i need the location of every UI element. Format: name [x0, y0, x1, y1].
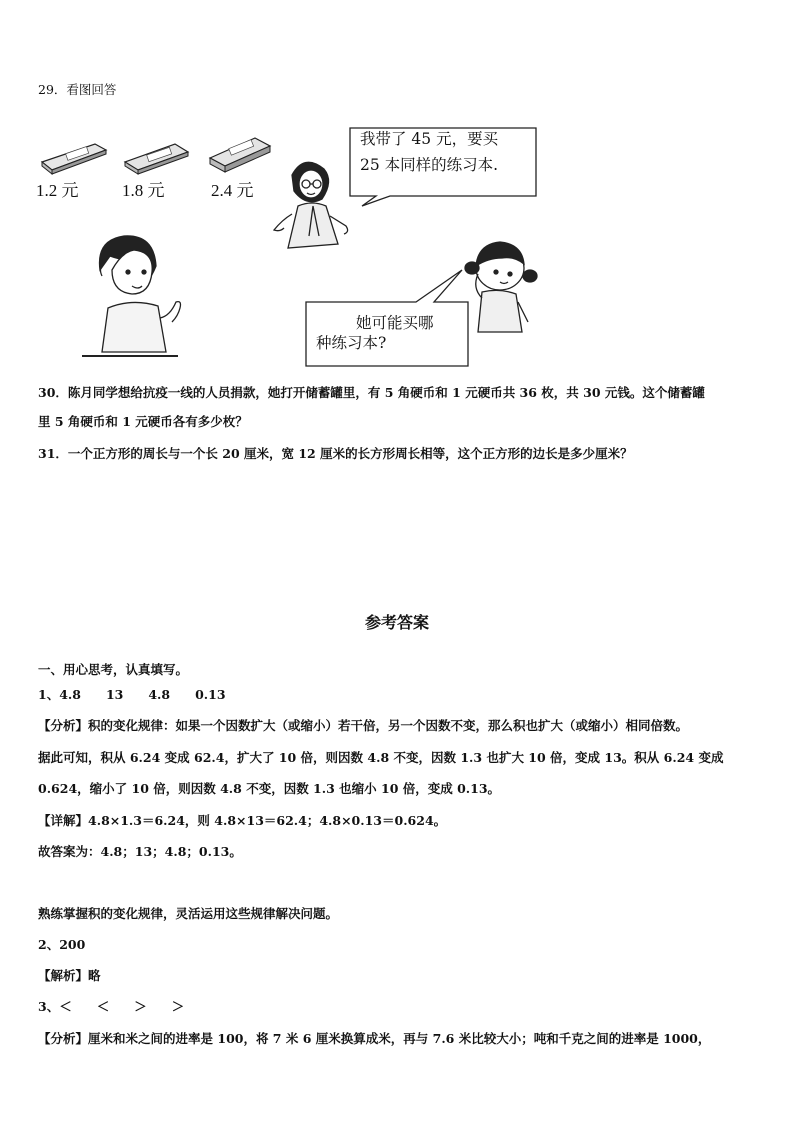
book-3-price: 2.4 元	[211, 181, 254, 200]
illustration-drawing	[30, 120, 590, 370]
teacher-bubble-line-2: 25 本同样的练习本.	[360, 156, 499, 174]
answer-2-head: 2、200	[38, 937, 86, 952]
student-left-figure	[82, 236, 181, 356]
analysis-tag: 【分析】	[38, 1031, 89, 1046]
analysis-text: 积的变化规律：如果一个因数扩大（或缩小）若干倍，另一个因数不变，那么积也扩大（或缩小）相同倍数。	[88, 718, 689, 733]
q29-label: 29．看图回答	[38, 82, 117, 97]
answer-1-analysis-line-3: 0.624，缩小了 10 倍，则因数 4.8 不变，因数 1.3 也缩小 10 倍，变成 0.13。	[38, 781, 501, 796]
detail-tag: 【详解】	[38, 813, 89, 828]
student-right-figure	[465, 242, 537, 332]
answers-title: 参考答案	[364, 613, 429, 632]
q30-line-1: 30．陈月同学想给抗疫一线的人员捐款，她打开储蓄罐里，有 5 角硬币和 1 元硬币共 36 枚，共 30 元钱。这个储蓄罐	[38, 385, 705, 400]
answer-2-explanation	[38, 968, 101, 984]
q29-illustration	[30, 120, 590, 370]
answer-1-head: 1、4.8 13 4.8 0.13	[38, 687, 226, 702]
book-2-image	[125, 144, 188, 174]
teacher-figure	[274, 162, 348, 248]
q31-line-1: 31．一个正方形的周长与一个长 20 厘米，宽 12 厘米的长方形周长相等，这个正方形的边长是多少厘米？	[38, 446, 633, 461]
book-1-image	[42, 144, 106, 174]
teacher-bubble-line-1: 我带了 45 元，要买	[360, 130, 499, 148]
analysis-text: 厘米和米之间的进率是 100，将 7 米 6 厘米换算成米，再与 7.6 米比较大小；吨和千克之间的进率是 1000，	[88, 1031, 711, 1046]
answer-1-conclusion: 故答案为：4.8；13；4.8；0.13。	[38, 844, 242, 859]
answers-section-1-heading: 一、用心思考，认真填写。	[38, 662, 189, 677]
detail-text: 4.8×1.3＝6.24，则 4.8×13＝62.4；4.8×0.13＝0.624。	[88, 813, 447, 828]
answer-3-head: 3、＜ ＜ ＞ ＞	[38, 999, 185, 1014]
q30-line-2: 里 5 角硬币和 1 元硬币各有多少枚？	[38, 414, 248, 429]
student-bubble-line-2: 种练习本?	[316, 334, 387, 352]
explanation-text: 略	[88, 968, 101, 983]
analysis-tag: 【分析】	[38, 718, 89, 733]
answer-1-analysis-line-2: 据此可知，积从 6.24 变成 62.4，扩大了 10 倍，则因数 4.8 不变，因数 1.3 也扩大 10 倍，变成 13。积从 6.24 变成	[38, 750, 724, 765]
book-1-price: 1.2 元	[36, 181, 79, 200]
book-2-price: 1.8 元	[122, 181, 165, 200]
answer-1-note: 熟练掌握积的变化规律，灵活运用这些规律解决问题。	[38, 906, 339, 921]
student-bubble-line-1: 她可能买哪	[356, 314, 434, 332]
book-3-image	[210, 138, 270, 172]
answer-1-detail	[38, 813, 446, 829]
explanation-tag: 【解析】	[38, 968, 89, 983]
answer-1-analysis-line-1	[38, 718, 688, 734]
answer-3-analysis	[38, 1031, 710, 1047]
